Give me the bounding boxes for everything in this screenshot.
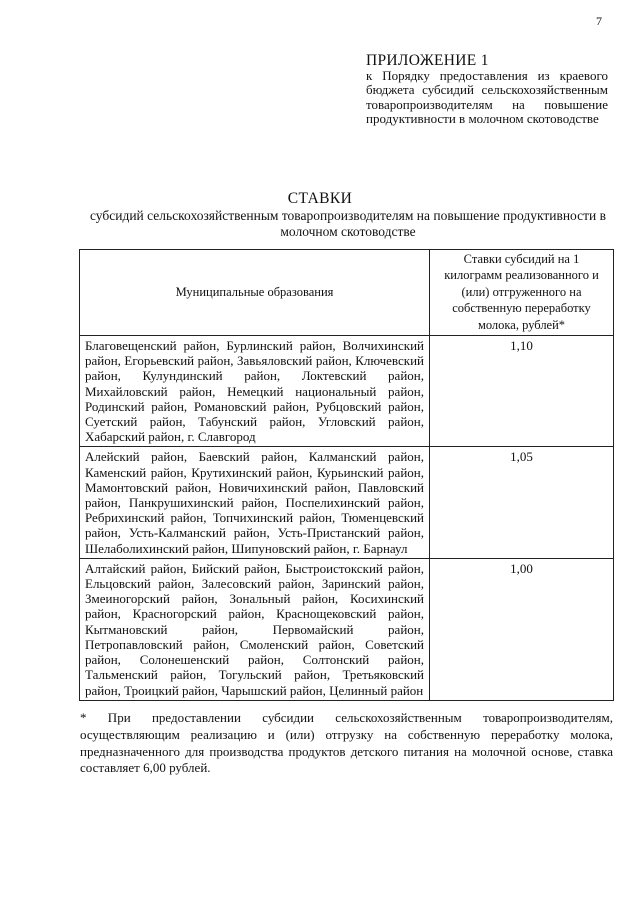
rates-table — [79, 249, 614, 701]
appendix-title: ПРИЛОЖЕНИЕ 1 — [366, 52, 489, 69]
rate-cell: 1,10 — [430, 336, 614, 447]
table-row — [80, 558, 614, 700]
column-header-rate: Ставки субсидий на 1 килограмм реализованного и (или) отгруженного на собственную переработку молока, рублей* — [430, 250, 614, 336]
appendix-text: к Порядку предоставления из краевого бюджета субсидий сельскохозяйственным товаропроизводителям на повышение продуктивности в молочном скотоводстве — [366, 68, 608, 127]
table-header-row — [80, 250, 614, 336]
table-row — [80, 336, 614, 447]
rate-cell: 1,00 — [430, 558, 614, 700]
table-row — [80, 447, 614, 558]
municipalities-cell: Алейский район, Баевский район, Калманский район, Каменский район, Крутихинский район, Курьинский район, Мамонтовский район, Новичихинский район, Павловский район, Панкрушихинский район, Поспелихинский район, Ребрихинский район, Топчихинский район, Тюменцевский район, Усть-Калманский район, Усть-Пристанский район, Шелаболихинский район, Шипуновский район, г. Барнаул — [80, 447, 430, 558]
column-header-municipalities: Муниципальные образования — [80, 250, 430, 336]
document-title: СТАВКИ — [287, 190, 353, 207]
municipalities-cell: Благовещенский район, Бурлинский район, Волчихинский район, Егорьевский район, Завьяловский район, Ключевский район, Кулундинский район, Локтевский район, Михайловский район, Немецкий национальный район, Родинский район, Романовский район, Рубцовский район, Суетский район, Табунский район, Угловский район, Хабарский район, г. Славгород — [80, 336, 430, 447]
appendix-block — [366, 52, 608, 127]
municipalities-cell: Алтайский район, Бийский район, Быстроистокский район, Ельцовский район, Залесовский район, Заринский район, Змеиногорский район, Зональный район, Косихинский район, Красногорский район, Краснощековский район, Кытмановский район, Первомайский район, Петропавловский район, Смоленский район, Советский район, Солонешенский район, Солтонский район, Тальменский район, Тогульский район, Третьяковский район, Троицкий район, Чарышский район, Целинный район — [80, 558, 430, 700]
page-number: 7 — [596, 14, 602, 28]
rate-cell: 1,05 — [430, 447, 614, 558]
document-subtitle: субсидий сельскохозяйственным товаропроизводителям на повышение продуктивности в молочном скотоводстве — [89, 208, 606, 239]
footnote: * При предоставлении субсидии сельскохозяйственным товаропроизводителям, осуществляющим реализацию и (или) отгрузку на собственную переработку молока, предназначенного для производства продуктов детского питания на молочной основе, ставка составляет 6,00 рублей. — [80, 710, 613, 776]
